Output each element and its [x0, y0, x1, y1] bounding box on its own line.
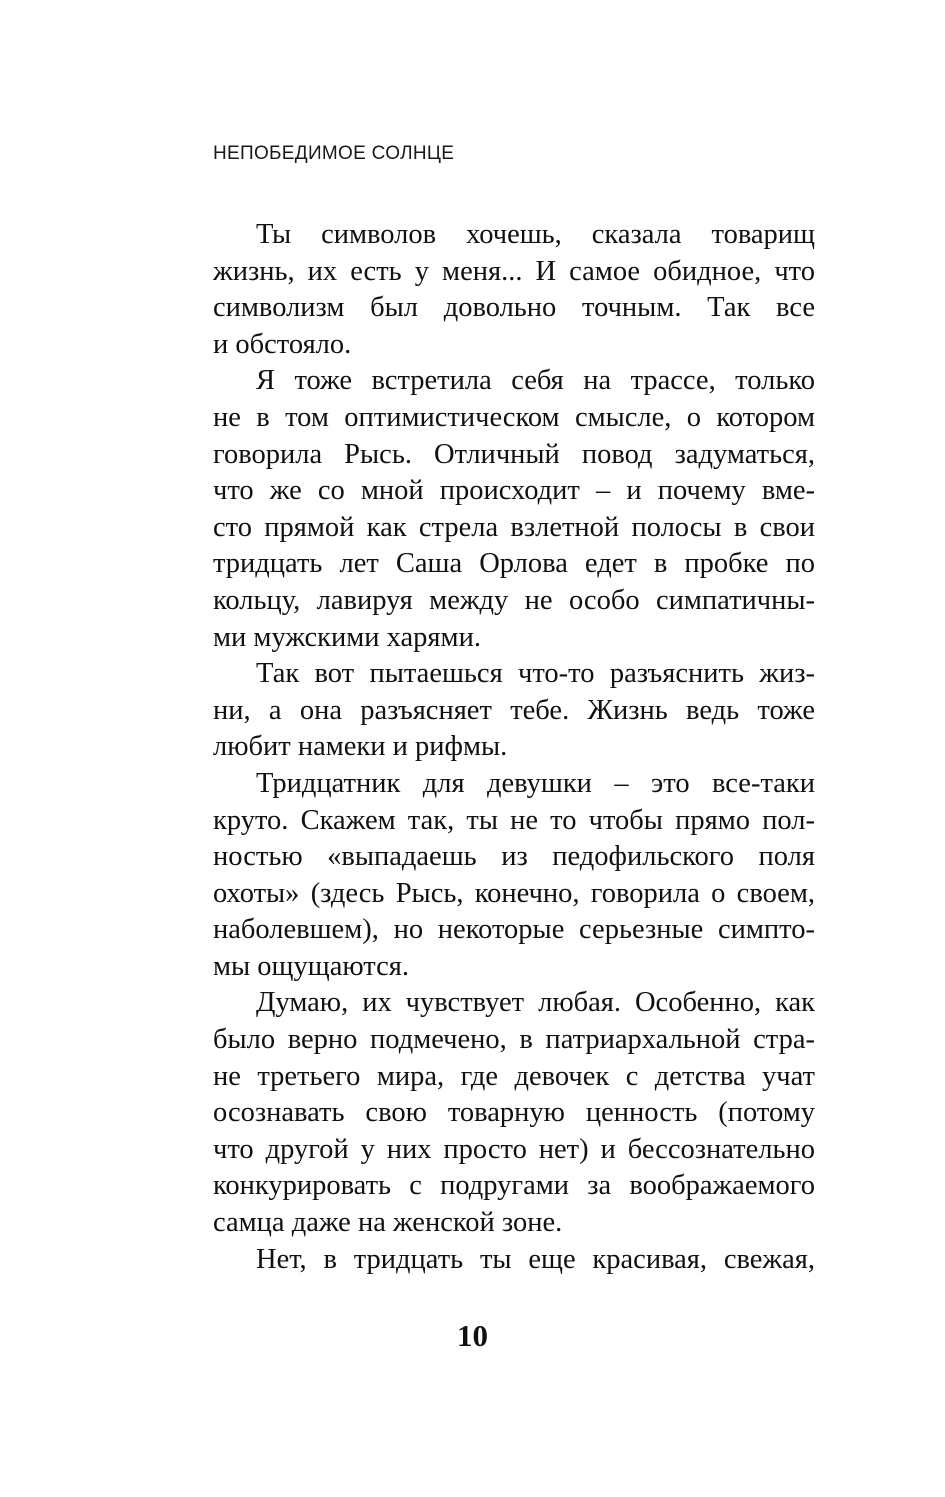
text-line: было верно подмечено, в патриархальной стра- [213, 1024, 815, 1056]
text-line: Так вот пытаешься что-то разъяснить жиз- [256, 658, 815, 690]
text-line: самца даже на женской зоне. [213, 1207, 563, 1239]
text-line: жизнь, их есть у меня... И самое обидное, что [213, 255, 815, 287]
text-line: охоты» (здесь Рысь, конечно, говорила о своем, [213, 877, 815, 909]
text-line: Я тоже встретила себя на трассе, только [256, 365, 815, 397]
text-line: и обстояло. [213, 328, 352, 360]
text-line: наболевшем), но некоторые серьезные симпто- [213, 914, 815, 946]
text-line: конкурировать с подругами за воображаемого [213, 1170, 815, 1202]
body-text [213, 217, 815, 1278]
text-line: круто. Скажем так, ты не то чтобы прямо пол- [213, 804, 815, 836]
page-number: 10 [457, 1318, 488, 1353]
text-line: что же со мной происходит – и почему вме- [213, 475, 815, 507]
text-line: что другой у них просто нет) и бессознательно [213, 1133, 815, 1165]
text-line: сто прямой как стрела взлетной полосы в свои [213, 511, 815, 543]
text-line: символизм был довольно точным. Так все [213, 292, 815, 324]
text-line: осознавать свою товарную ценность (потому [213, 1097, 815, 1129]
text-line: не в том оптимистическом смысле, о котором [213, 401, 815, 433]
text-line: кольцу, лавируя между не особо симпатичны- [213, 584, 815, 616]
text-line: ностью «выпадаешь из педофильского поля [213, 841, 815, 873]
text-line: Ты символов хочешь, сказала товарищ [256, 219, 815, 250]
text-line: Тридцатник для девушки – это все-таки [256, 767, 815, 799]
text-line: говорила Рысь. Отличный повод задуматься, [213, 438, 815, 470]
text-line: тридцать лет Саша Орлова едет в пробке по [213, 548, 815, 580]
text-line: мы ощущаются. [213, 950, 409, 982]
text-line: ми мужскими харями. [213, 621, 481, 653]
text-line: Нет, в тридцать ты еще красивая, свежая, [256, 1243, 815, 1275]
text-line: ни, а она разъясняет тебе. Жизнь ведь тоже [213, 694, 815, 726]
text-line: не третьего мира, где девочек с детства учат [213, 1060, 815, 1092]
text-line: любит намеки и рифмы. [213, 731, 508, 763]
text-line: Думаю, их чувствует любая. Особенно, как [256, 987, 815, 1019]
running-head-title: НЕПОБЕДИМОЕ СОЛНЦЕ [213, 143, 455, 164]
